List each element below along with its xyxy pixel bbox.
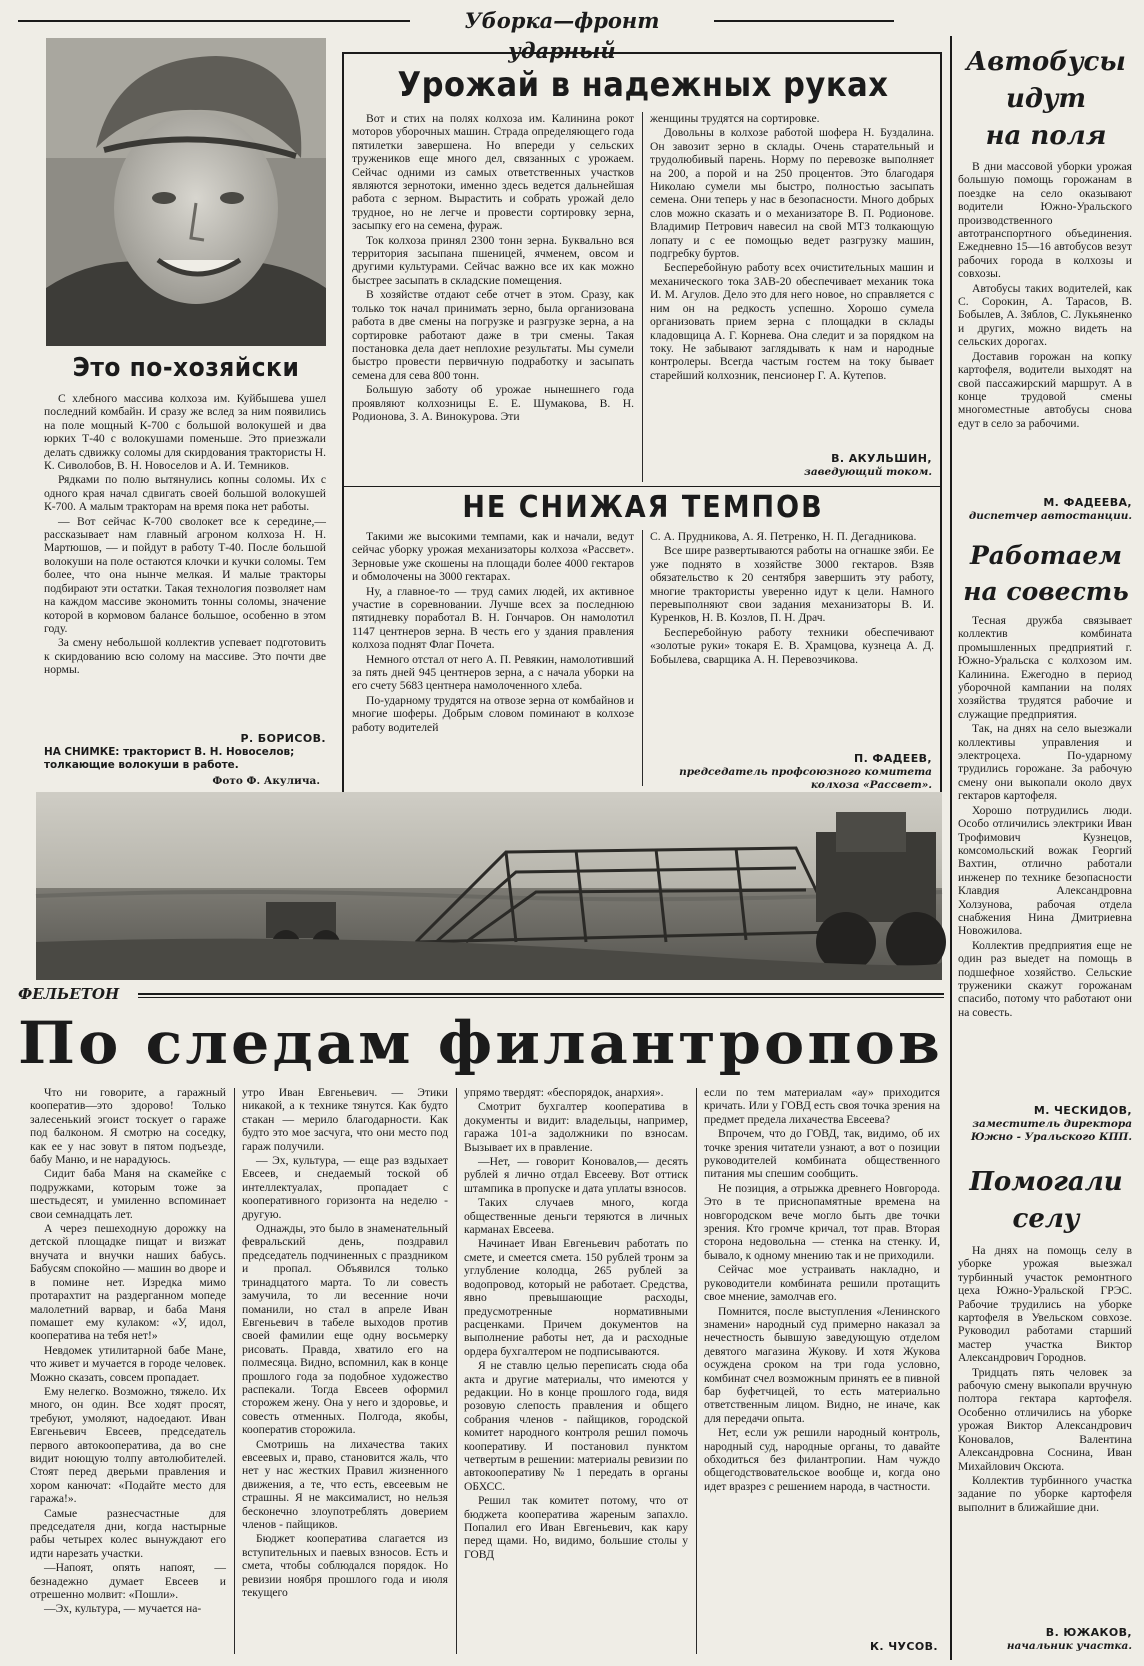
- feuilleton-rule-top-2: [138, 997, 944, 998]
- paragraph: Такими же высокими темпами, как и начали, ведут сейчас уборку урожая механизаторы колхоза «Рассвет». Зерновые уже скошены на площади более 4000 гектаров и обмолочены на 3000 гектарах.: [352, 530, 634, 584]
- paragraph: В хозяйстве отдают себе отчет в этом. Сразу, как только ток начал принимать зерно, была организована работа в две смены на погрузке и разгрузке зерна, а на сортировке работают даже в три смены. Такая постановка дела дает неплохие результаты. Мы сумели быстро провести первичную подработку и засыпать семена для сева 800 тонн.: [352, 288, 634, 382]
- paragraph: Однажды, это было в знаменательный февральский день, поздравил председатель подчиненных с праздником и пропал. Объявился только тринадцатого марта. То ли совесть замучила, то ли весенние ночи поманили, но стал в апреле Иван Евгеньевич в табеле выходов против своей фамилии еще одну восьмерку рисовать. Правда, хватило его на полмесяца. Видно, вспомнил, как в конце прошлого года за подобное художество распекали. Тогда Евсеев оформил сторожем жену. Она у него и здоровье, и совесть отменных. Полгода, якобы, кооператив сторожила.: [242, 1222, 448, 1437]
- paragraph: Хорошо потрудились люди. Особо отличились электрики Иван Трофимович Кузнецов, комсомольский вожак Георгий Вахтин, отлично работали инженер по технике безопасности Клавдия Александровна Холзунова, рабочая отдела снабжения Нина Дмитриевна Новожилова.: [958, 803, 1132, 938]
- paragraph: Я не ставлю целью переписать сюда оба акта и другие материалы, что имеются у редакции. Но в конце прошлого года, видя розовую слепость правления и общего собрания членов - пайщиков, городской комитет народного контроля решил помочь кооперативу. И постановил пунктом четвертым в решении: материалы ревизии по автокооперативу № 1 передать в органы ОБХСС.: [464, 1359, 689, 1493]
- paragraph: Коллектив турбинного участка задание по уборке картофеля выполнит в ближайшие дни.: [958, 1473, 1132, 1514]
- paragraph: Сидит баба Маня на скамейке с подружками, которым тоже за шестьдесят, и умиленно вспоминает свои семнадцать лет.: [30, 1167, 226, 1221]
- paragraph: С хлебного массива колхоза им. Куйбышева ушел последний комбайн. И сразу же вслед за ним появились на поле мощный К-700 с большой волокушей и два юрких Т-40 с волокушами поменьше. Это приезжали делать сдвижку соломы для скирдования трактористы Н. К. Сиволобов, В. Н. Новоселов и А. И. Темников.: [44, 392, 326, 473]
- pace-article-col2: [650, 530, 934, 740]
- harvest-article-signature: В. АКУЛЬШИН,: [831, 452, 932, 465]
- paragraph: Тридцать пять человек за рабочую смену выкопали вручную полтора гектара картофеля. Особенно отличились на уборке урожая Виктор Александрович Коновалов, Валентина Александровна Соснина, Иван Михайлович Оксюта.: [958, 1365, 1132, 1473]
- feuilleton-signature: К. ЧУСОВ.: [870, 1640, 938, 1653]
- paragraph: Автобусы таких водителей, как С. Сорокин, А. Тарасов, В. Бобылев, А. Зяблов, С. Лукьяненко и других, можно видеть на сельских дорогах.: [958, 281, 1132, 349]
- harvest-article-role: заведующий током.: [804, 466, 932, 478]
- paragraph: Доставив горожан на копку картофеля, водители выходят на свой пассажирский маршрут. А в конце трудовой смены многоместные автобусы снова едут в село за рабочими.: [958, 349, 1132, 430]
- feuilleton-col3: [464, 1086, 688, 1654]
- paragraph: На днях на помощь селу в уборке урожая выезжал турбинный участок ремонтного цеха Южно-Уральской ГРЭС. Рабочие трудились на уборке картофеля в Увельском совхозе. Руководил работами старший мастер участка Виктор Александрович Городнов.: [958, 1244, 1132, 1365]
- harvest-article-col2: [650, 112, 934, 452]
- paragraph: если по тем материалам «ау» приходится кричать. Или у ГОВД есть своя точка зрения на предмет предела лихачества Евсеева?: [704, 1086, 940, 1126]
- conscience-article-title: [956, 538, 1136, 612]
- portrait-article-body: [44, 392, 326, 714]
- paragraph: Смотрит бухгалтер кооператива в документы и видит: владельцы, например, гаража 101-а задолжники по взносам. Вызывает их в правление.: [464, 1100, 688, 1154]
- paragraph: Бюджет кооператива слагается из вступительных и паевых взносов. Есть и смета, чтобы соблюдался порядок. Но ревизии ноября прошлого года и июля текущего: [242, 1532, 448, 1600]
- conscience-article-signature: М. ЧЕСКИДОВ,: [1033, 1104, 1132, 1117]
- portrait-article-signature: Р. БОРИСОВ.: [240, 732, 326, 745]
- paragraph: упрямо твердят: «беспорядок, анархия».: [464, 1086, 664, 1099]
- paragraph: Рядками по полю вытянулись копны соломы. Их с одного края начал сдвигать своей большой волокушей К-700. А малым тракторам на время пока нет работы.: [44, 473, 326, 514]
- paragraph: Что ни говорите, а гаражный кооператив—это здорово! Только залесенький эгоист тоскует о гараже под балконом. Я смотрю на соседку, как ее у нас зовут в пятом подъезде, бабу Маню, и не нарадуюсь.: [30, 1086, 226, 1167]
- paragraph: женщины трудятся на сортировке.: [650, 112, 820, 125]
- helped-article-title: [956, 1164, 1136, 1242]
- harvest-column-rule: [642, 112, 643, 482]
- pace-divider: [344, 486, 940, 487]
- paragraph: В дни массовой уборки урожая большую помощь горожанам в поездке на село оказывают водители Южно-Уральского производственного автотранспортного объединения. Ежедневно 15—16 автобусов везут рабочих города в колхозы и совхозы.: [958, 160, 1132, 281]
- paragraph: Не позиция, а отрыжка древнего Новгорода. Это в те приснопамятные времена на новгородском вече могло быть две точки зрения. Кто громче кричал, тот прав. Вторая сторона недовольна — стенка на стенку. И, бывало, к одному мнению так и не приходили.: [704, 1181, 940, 1262]
- paragraph: Решил так комитет потому, что от бюджета кооператива жареным запахло. Попалил его Иван Евгеньевич, как кару перед щами. Но, видимо, большие столы у ГОВД: [464, 1494, 688, 1561]
- feuilleton-label: ФЕЛЬЕТОН: [18, 985, 120, 1003]
- paragraph: Невдомек утилитарной бабе Мане, что живет и мучается в городе человек. Можно сказать, совсем пропадает.: [30, 1343, 226, 1384]
- rubric-heading: Уборка—фронт ударный: [464, 8, 660, 63]
- feuilleton-rule-2: [456, 1088, 457, 1654]
- paragraph: Таких случаев много, когда общественные деньги теряются в личных карманах Евсеева.: [464, 1196, 688, 1237]
- feuilleton-rule-3: [696, 1088, 697, 1654]
- paragraph: Тесная дружба связывает коллектив комбината промышленных предприятий г. Южно-Уральска с колхозом им. Калинина. Ежегодно в период уборочной кампании на полях хозяйства трудятся рабочие и служащие предприятия.: [958, 614, 1132, 721]
- paragraph: — Вот сейчас К-700 сволокет все к середине,—рассказывает нам главный агроном колхоза Н. Н. Мартюшов, — и пойдут в работу Т-40. После большой волокуши на поле остаются клочки и кучки соломы. Тем более, что она нынче мелкая. И малые тракторы подбирают эти остатки. Такая технология позволяет нам на каждом массиве экономить тонны соломы, значение которой в кормовом балансе большое, особенно в этом году.: [44, 514, 326, 635]
- title-line: Работаем: [969, 541, 1123, 570]
- paragraph: Все шире развертываются работы на огнашке зяби. Ее уже поднято в хозяйстве 3000 гектаров. Взяв обязательство к 20 сентября завершить эту работу, многие трактористы уверенно идут к цели. Намного перевыполняют свои задания механизаторы В. И. Куренков, Н. В. Козлов, П. Н. Драч.: [650, 544, 934, 625]
- paragraph: Начинает Иван Евгеньевич работать по смете, и смеется смета. 150 рублей тронм за углубление колодца, 265 рублей за водопровод, который не работает. Средства, явно превышающие расходы, предусмотренные нормативными расценками. Причем документов на выполнение работы нет, да и расходные ордера бухгалтером не подписываются.: [464, 1237, 688, 1358]
- buses-article-title: [956, 44, 1136, 156]
- buses-article-role: диспетчер автостанции.: [968, 510, 1132, 522]
- rubric-rule-left: [18, 20, 410, 22]
- paragraph: Нет, если уж решили народный контроль, народный суд, народные органы, то давайте обходиться без филантропии. Нам чуждо общегодствовательское вообще и, когда оно идет вразрез с решением народа, в частности.: [704, 1426, 940, 1493]
- feuilleton-title: По следам филантропов: [18, 1009, 944, 1077]
- paragraph: Смотришь на лихачества таких евсеевых и, право, становится жаль, что нет у нас жестких Правил жизненного движения, а те, что есть, евсеевым не страшны. Я не максималист, но нельзя бесконечно злоупотреблять доверием членов - пайщиков.: [242, 1437, 448, 1531]
- caption-label: НА СНИМКЕ:: [44, 746, 120, 758]
- paragraph: С. А. Прудникова, А. Я. Петренко, Н. П. Дегадникова.: [650, 530, 917, 543]
- portrait-photo-credit: Фото Ф. Акулича.: [212, 775, 320, 787]
- feuilleton-rule-top: [138, 993, 944, 995]
- portrait-photo: [46, 38, 326, 346]
- title-line: идут: [1005, 84, 1087, 114]
- paragraph: Довольны в колхозе работой шофера Н. Буздалина. Он завозит зерно в склады. Очень старательный и трудолюбивый парень. Норму по перевозке выполняет на 200, а порой и на 250 процентов. Это благодаря Николаю сумели мы быстро, полностью засыпать семена. Они теперь у нас в безопасности. Много добрых слов можно сказать и о механизаторе В. П. Родионове. Владимир Петрович навесил на свой МТЗ толкающую лопату и с ее помощью ведет разгрузку машин, подгребку буртов.: [650, 126, 934, 261]
- feuilleton-col1: [30, 1086, 226, 1654]
- helped-article-role: начальник участка.: [1006, 1640, 1132, 1652]
- feuilleton-rule-1: [234, 1088, 235, 1654]
- feuilleton-col2: [242, 1086, 448, 1654]
- feuilleton-col4: [704, 1086, 940, 1638]
- paragraph: Коллектив предприятия еще не один раз выедет на помощь в подшефное хозяйство. Сельские труженики скажут горожанам спасибо, потому что работают они на совесть.: [958, 938, 1132, 1019]
- paragraph: Впрочем, что до ГОВД, так, видимо, об их точке зрения читатели узнают, а вот о позиции руководителей комбината общественного питания мы спешим сообщить.: [704, 1127, 940, 1181]
- paragraph: Сейчас мое устраивать накладно, и руководители комбината решили протащить свое мнение, замолчав его.: [704, 1263, 940, 1304]
- title-line: на поля: [985, 121, 1107, 151]
- pace-column-rule: [642, 530, 643, 786]
- helped-article-signature: В. ЮЖАКОВ,: [1045, 1626, 1132, 1639]
- paragraph: Вот и стих на полях колхоза им. Калинина рокот моторов уборочных машин. Страда определяющего года пятилетки завершена. Но впереди у сельских тружеников еще много дел, связанных с урожаем. Сейчас одними из самых ответственных участков являются зернотоки, именно здесь ведется дальнейшая работа с зерном. Вырастить и собрать урожай дело трудное, но не легче и провести сортировку зерна, засыпку его на семена, фураж.: [352, 112, 634, 233]
- helped-article-body: [958, 1244, 1132, 1624]
- buses-article-signature: М. ФАДЕЕВА,: [1043, 496, 1132, 509]
- paragraph: Большую заботу об урожае нынешнего года проявляют колхозницы Е. Е. Шумакова, В. Н. Родионова, З. А. Винокурова. Эти: [352, 383, 634, 423]
- title-line: селу: [1012, 1204, 1080, 1234]
- title-line: Помогали: [969, 1167, 1123, 1197]
- paragraph: Так, на днях на село выезжали коллективы управления и электроцеха. По-ударному трудились горожане. За рабочую смену они выкопали около двух гектаров картофеля.: [958, 722, 1132, 803]
- pace-article-col1: [352, 530, 634, 792]
- paragraph: Немного отстал от него А. П. Ревякин, намолотивший за пять дней 945 центнеров зерна, а с начала уборки на его счету 5683 центнера намолоченного хлеба.: [352, 652, 634, 693]
- title-line: на совесть: [963, 577, 1129, 606]
- conscience-article-role: заместитель директора Южно - Уральского КПП.: [971, 1118, 1132, 1143]
- pace-article-title: НЕ СНИЖАЯ ТЕМПОВ: [462, 490, 824, 525]
- paragraph: По-ударному трудятся на отвозе зерна от комбайнов и многие шоферы. Добрым словом поминают в колхозе работу водителей: [352, 693, 634, 734]
- paragraph: —Напоят, опять напоят, — безнадежно думает Евсеев и отрешенно молвит: «Пошли».: [30, 1561, 226, 1602]
- portrait-article-title: Это по-хозяйски: [72, 353, 300, 383]
- field-illustration: [36, 792, 942, 980]
- paragraph: Ну, а главное-то — труд самих людей, их активное участие в соревновании. Лучше всех за последнюю пятидневку поработал В. Н. Гончаров. Он намолотил 1147 центнеров зерна. В честь его у здания правления колхоза поднят Флаг Почета.: [352, 584, 634, 652]
- paragraph: утро Иван Евгеньевич. — Этики никакой, а к технике тянутся. Как будто стакан — мерило благодарности. Как будто это мое засчуга, что они место под гараж получили.: [242, 1086, 448, 1153]
- paragraph: За смену небольшой коллектив успевает подготовить к скирдованию всю солому на массиве. Это почти две нормы.: [44, 636, 326, 677]
- paragraph: — Эх, культура, — еще раз вздыхает Евсеев, и снедаемый тоской об интеллектуалах, пропадает с кооперативного горизонта на неделю - другую.: [242, 1154, 448, 1221]
- pace-article-signature: П. ФАДЕЕВ,: [853, 752, 932, 765]
- harvest-field-photo: [36, 792, 942, 980]
- harvest-article-col1: [352, 112, 634, 482]
- right-column-rule: [950, 36, 952, 1660]
- portrait-illustration: [46, 38, 326, 346]
- paragraph: Помнится, после выступления «Ленинского знамени» народный суд примерно наказал за нечестность бывшую заведующую отделом девятого магазина Жукову. И хотя Жукова осуждена сроком на три года условно, комбинат счел возможным принять ее в пивной бар буфетчицей, то есть материально ответственным лицом. Видно, не иначе, как для передачи опыта.: [704, 1304, 940, 1425]
- paragraph: А через пешеходную дорожку на детской площадке пищат и визжат внучата и внучки наших бабусь. Бабусям спокойно — машин во дворе и в помине нет. Изредка мимо протарахтит на раздерганном мопеде малолетний варвар, и баба Маня помашет ему кулаком: «У, идол, кооператива на тебя нет!»: [30, 1222, 226, 1343]
- pace-article-role: председатель профсоюзного комитета колхоза «Рассвет».: [679, 766, 932, 791]
- paragraph: —Нет, — говорит Коновалов,— десять рублей я лично отдал Евсееву. Вот оттиск штампика в пропуске и дата уплаты взносов.: [464, 1155, 688, 1195]
- paragraph: Самые разнесчастные для председателя дни, когда настырные рабы четырех колес вынуждают его идти нарезать участки.: [30, 1506, 226, 1560]
- harvest-article-title: Урожай в надежных руках: [397, 65, 889, 105]
- title-line: Автобусы: [966, 47, 1126, 77]
- paragraph: —Эх, культура, — мучается на-: [44, 1602, 202, 1616]
- paragraph: Ему нелегко. Возможно, тяжело. Их много, он один. Все ходят просят, требуют, умоляют, надоедают. Иван Евгеньевич Евсеев, председатель первого автокооператива, да во сне видит ноющую толпу автолюбителей. Стоят перед дверьми правления и хором канючат: «Подайте место для гаража!».: [30, 1384, 226, 1506]
- paragraph: Ток колхоза принял 2300 тонн зерна. Буквально вся территория засыпана пшеницей, ячменем, овсом и другими культурами. Сейчас важно все их как можно быстрее засыпать в складские помещения.: [352, 233, 634, 287]
- caption-text: тракторист В. Н. Новоселов; толкающие волокуши в работе.: [44, 746, 295, 771]
- rubric-rule-right: [714, 20, 894, 22]
- buses-article-body: [958, 160, 1132, 496]
- portrait-photo-caption: [44, 746, 334, 774]
- paragraph: Бесперебойную работу всех очистительных машин и механического тока ЗАВ-20 обеспечивает механик тока И. М. Агулов. Дело это для него новое, но справляется с ним он на редкость успешно. Хорошо сумела организовать прием зерна с площадки в склады кладовщица А. Г. Корнева. Она следит и за порядком на току. Не забывают заглядывать к нам и народные контролеры. Всегда частым гостем на току бывает старейший колхозник, пенсионер Г. А. Кутепов.: [650, 261, 934, 382]
- paragraph: Бесперебойную работу техники обеспечивают «золотые руки» токаря Е. В. Храмцова, кузнеца А. Д. Бобылева, сварщика А. Н. Перевозчикова.: [650, 625, 934, 666]
